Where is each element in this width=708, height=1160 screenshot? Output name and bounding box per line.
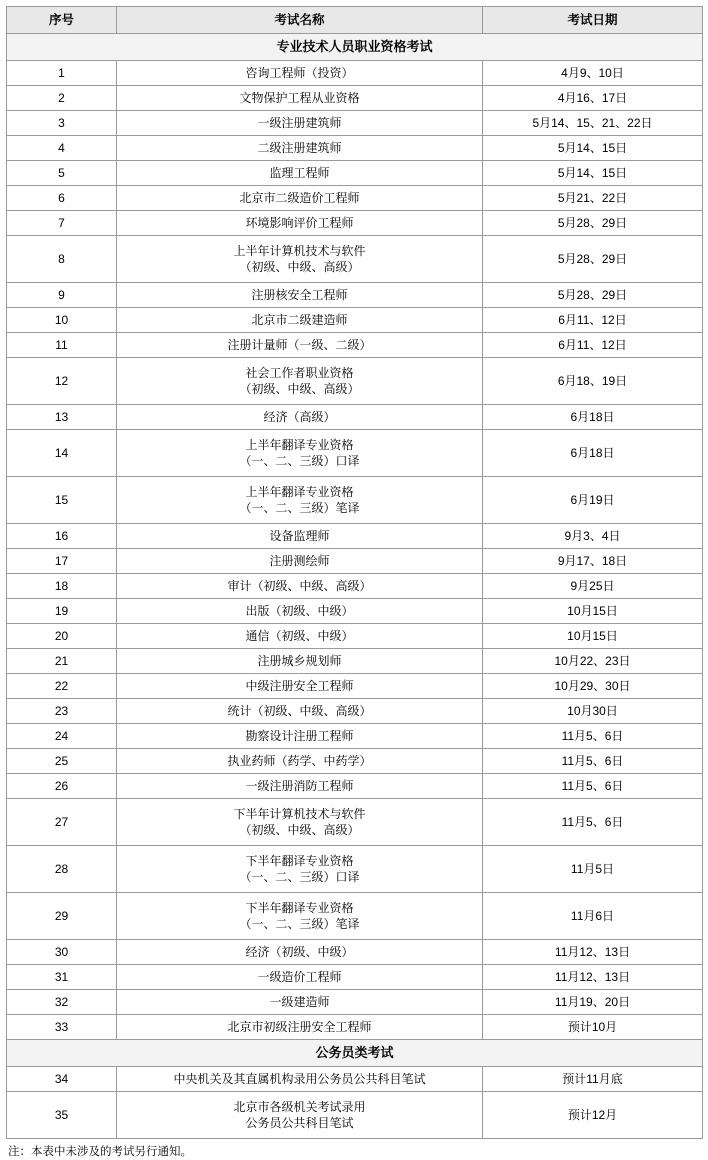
cell-exam-date: 11月5、6日 [483, 799, 703, 846]
section-title: 专业技术人员职业资格考试 [7, 34, 703, 61]
exam-name-line: （一、二、三级）口译 [239, 454, 360, 468]
exam-name-line: 北京市二级造价工程师 [239, 190, 360, 205]
table-row [7, 749, 703, 774]
cell-no: 29 [7, 893, 117, 940]
cell-exam-date: 10月30日 [483, 699, 703, 724]
cell-exam-name [117, 774, 483, 799]
table-row [7, 574, 703, 599]
cell-exam-name [117, 430, 483, 477]
cell-exam-name [117, 211, 483, 236]
exam-name-line: （初级、中级、高级） [239, 260, 360, 274]
table-row [7, 283, 703, 308]
cell-exam-name [117, 333, 483, 358]
cell-exam-date: 预计12月 [483, 1092, 703, 1139]
table-row [7, 136, 703, 161]
cell-no: 8 [7, 236, 117, 283]
cell-exam-date: 5月14、15、21、22日 [483, 111, 703, 136]
cell-exam-name [117, 405, 483, 430]
cell-no: 16 [7, 524, 117, 549]
table-row [7, 405, 703, 430]
table-row [7, 940, 703, 965]
table-row [7, 61, 703, 86]
section-row [7, 34, 703, 61]
cell-exam-date: 9月3、4日 [483, 524, 703, 549]
exam-name-line: 下半年计算机技术与软件 [233, 806, 366, 821]
footnote: 注：本表中未涉及的考试另行通知。 [8, 1146, 192, 1158]
column-header-date: 考试日期 [483, 7, 703, 34]
cell-no: 5 [7, 161, 117, 186]
cell-no: 26 [7, 774, 117, 799]
table-row [7, 358, 703, 405]
cell-no: 17 [7, 549, 117, 574]
table-row [7, 1015, 703, 1040]
cell-exam-name [117, 1015, 483, 1040]
table-row [7, 430, 703, 477]
cell-exam-name [117, 940, 483, 965]
cell-exam-name [117, 699, 483, 724]
exam-name-line: 环境影响评价工程师 [245, 215, 354, 230]
cell-exam-date: 4月16、17日 [483, 86, 703, 111]
cell-exam-date: 10月29、30日 [483, 674, 703, 699]
table-header-row [7, 7, 703, 34]
cell-no: 18 [7, 574, 117, 599]
cell-exam-name [117, 1092, 483, 1139]
cell-exam-date: 6月18日 [483, 405, 703, 430]
cell-no: 2 [7, 86, 117, 111]
cell-exam-date: 11月19、20日 [483, 990, 703, 1015]
table-body [7, 34, 703, 1139]
cell-no: 7 [7, 211, 117, 236]
table-row [7, 799, 703, 846]
column-header-name: 考试名称 [117, 7, 483, 34]
cell-no: 33 [7, 1015, 117, 1040]
exam-name-line: 经济（高级） [263, 409, 336, 424]
cell-no: 11 [7, 333, 117, 358]
table-row [7, 674, 703, 699]
cell-exam-date: 4月9、10日 [483, 61, 703, 86]
table-row [7, 990, 703, 1015]
table-row [7, 774, 703, 799]
section-title: 公务员类考试 [7, 1040, 703, 1067]
cell-exam-name [117, 965, 483, 990]
cell-no: 15 [7, 477, 117, 524]
cell-exam-date: 6月18日 [483, 430, 703, 477]
cell-exam-date: 5月28、29日 [483, 211, 703, 236]
exam-name-line: 设备监理师 [269, 528, 330, 543]
exam-name-line: 社会工作者职业资格 [245, 365, 354, 380]
exam-name-line: 中级注册安全工程师 [245, 678, 354, 693]
cell-exam-date: 预计10月 [483, 1015, 703, 1040]
exam-name-line: （一、二、三级）笔译 [239, 501, 360, 515]
cell-exam-date: 6月19日 [483, 477, 703, 524]
table-row [7, 1092, 703, 1139]
exam-name-line: 注册计量师（一级、二级） [227, 337, 372, 352]
cell-exam-date: 9月25日 [483, 574, 703, 599]
cell-exam-name [117, 990, 483, 1015]
table-row [7, 211, 703, 236]
table-row [7, 333, 703, 358]
table-row [7, 624, 703, 649]
cell-exam-date: 5月28、29日 [483, 236, 703, 283]
table-row [7, 724, 703, 749]
table-row [7, 846, 703, 893]
exam-name-line: 勘察设计注册工程师 [245, 728, 354, 743]
cell-exam-date: 11月5日 [483, 846, 703, 893]
exam-name-line: 一级建造师 [269, 994, 330, 1009]
cell-exam-date: 11月5、6日 [483, 724, 703, 749]
cell-exam-name [117, 136, 483, 161]
table-row [7, 186, 703, 211]
table-row [7, 599, 703, 624]
exam-schedule-table [6, 6, 703, 1139]
cell-no: 24 [7, 724, 117, 749]
section-row [7, 1040, 703, 1067]
cell-exam-date: 5月14、15日 [483, 136, 703, 161]
exam-name-line: 中央机关及其直属机构录用公务员公共科目笔试 [173, 1071, 426, 1086]
cell-exam-name [117, 524, 483, 549]
cell-no: 12 [7, 358, 117, 405]
cell-exam-date: 6月11、12日 [483, 333, 703, 358]
cell-exam-name [117, 86, 483, 111]
exam-name-line: 经济（初级、中级） [245, 944, 354, 959]
exam-name-line: 咨询工程师（投资） [245, 65, 354, 80]
exam-name-line: 二级注册建筑师 [257, 140, 342, 155]
exam-name-line: 审计（初级、中级、高级） [227, 578, 372, 593]
cell-exam-name [117, 724, 483, 749]
table-row [7, 549, 703, 574]
exam-name-line: 北京市各级机关考试录用 [233, 1099, 366, 1114]
exam-name-line: （一、二、三级）笔译 [239, 917, 360, 931]
cell-no: 6 [7, 186, 117, 211]
exam-name-line: 上半年翻译专业资格 [245, 437, 354, 452]
table-row [7, 893, 703, 940]
exam-name-line: 注册测绘师 [269, 553, 330, 568]
cell-no: 35 [7, 1092, 117, 1139]
cell-no: 23 [7, 699, 117, 724]
exam-name-line: （初级、中级、高级） [239, 382, 360, 396]
cell-exam-name [117, 749, 483, 774]
exam-name-line: 一级注册消防工程师 [245, 778, 354, 793]
exam-name-line: 北京市初级注册安全工程师 [227, 1019, 372, 1034]
cell-exam-date: 10月15日 [483, 624, 703, 649]
cell-exam-date: 9月17、18日 [483, 549, 703, 574]
exam-name-line: 上半年计算机技术与软件 [233, 243, 366, 258]
cell-exam-name [117, 283, 483, 308]
column-header-no: 序号 [7, 7, 117, 34]
exam-name-line: 文物保护工程从业资格 [239, 90, 360, 105]
cell-no: 31 [7, 965, 117, 990]
exam-name-line: 执业药师（药学、中药学） [227, 753, 372, 768]
cell-exam-date: 5月21、22日 [483, 186, 703, 211]
table-row [7, 1067, 703, 1092]
cell-exam-name [117, 674, 483, 699]
cell-exam-date: 5月28、29日 [483, 283, 703, 308]
table-header [7, 7, 703, 34]
exam-name-line: 一级造价工程师 [257, 969, 342, 984]
exam-name-line: 注册城乡规划师 [257, 653, 342, 668]
cell-no: 14 [7, 430, 117, 477]
cell-exam-name [117, 111, 483, 136]
cell-exam-name [117, 574, 483, 599]
cell-exam-date: 6月18、19日 [483, 358, 703, 405]
cell-exam-date: 10月22、23日 [483, 649, 703, 674]
cell-no: 30 [7, 940, 117, 965]
cell-exam-name [117, 1067, 483, 1092]
table-row [7, 111, 703, 136]
exam-name-line: 下半年翻译专业资格 [245, 900, 354, 915]
exam-name-line: 下半年翻译专业资格 [245, 853, 354, 868]
cell-no: 28 [7, 846, 117, 893]
cell-no: 4 [7, 136, 117, 161]
exam-name-line: 上半年翻译专业资格 [245, 484, 354, 499]
cell-no: 10 [7, 308, 117, 333]
table-row [7, 308, 703, 333]
cell-exam-date: 5月14、15日 [483, 161, 703, 186]
table-row [7, 161, 703, 186]
exam-name-line: 监理工程师 [269, 165, 330, 180]
exam-name-line: 公务员公共科目笔试 [245, 1116, 354, 1130]
table-row [7, 477, 703, 524]
cell-exam-date: 11月12、13日 [483, 940, 703, 965]
cell-exam-name [117, 308, 483, 333]
exam-name-line: 一级注册建筑师 [257, 115, 342, 130]
table-row [7, 236, 703, 283]
cell-no: 21 [7, 649, 117, 674]
cell-no: 22 [7, 674, 117, 699]
cell-exam-name [117, 61, 483, 86]
exam-name-line: 统计（初级、中级、高级） [227, 703, 372, 718]
table-row [7, 86, 703, 111]
cell-no: 1 [7, 61, 117, 86]
cell-exam-date: 预计11月底 [483, 1067, 703, 1092]
cell-exam-date: 11月6日 [483, 893, 703, 940]
cell-exam-name [117, 161, 483, 186]
cell-no: 3 [7, 111, 117, 136]
cell-no: 32 [7, 990, 117, 1015]
cell-exam-name [117, 549, 483, 574]
cell-no: 25 [7, 749, 117, 774]
cell-exam-date: 6月11、12日 [483, 308, 703, 333]
table-row [7, 965, 703, 990]
exam-name-line: （一、二、三级）口译 [239, 870, 360, 884]
table-row [7, 649, 703, 674]
cell-exam-name [117, 649, 483, 674]
cell-exam-date: 11月5、6日 [483, 774, 703, 799]
exam-name-line: 通信（初级、中级） [245, 628, 354, 643]
cell-exam-name [117, 599, 483, 624]
cell-no: 20 [7, 624, 117, 649]
cell-exam-name [117, 477, 483, 524]
cell-no: 19 [7, 599, 117, 624]
cell-exam-name [117, 893, 483, 940]
exam-name-line: 注册核安全工程师 [251, 287, 348, 302]
exam-name-line: 北京市二级建造师 [251, 312, 348, 327]
cell-no: 34 [7, 1067, 117, 1092]
cell-exam-name [117, 236, 483, 283]
cell-exam-date: 11月5、6日 [483, 749, 703, 774]
table-row [7, 524, 703, 549]
cell-exam-name [117, 358, 483, 405]
cell-exam-name [117, 186, 483, 211]
cell-no: 27 [7, 799, 117, 846]
table-row [7, 699, 703, 724]
cell-no: 9 [7, 283, 117, 308]
cell-exam-name [117, 624, 483, 649]
exam-name-line: 出版（初级、中级） [245, 603, 354, 618]
cell-exam-name [117, 846, 483, 893]
cell-exam-date: 11月12、13日 [483, 965, 703, 990]
exam-name-line: （初级、中级、高级） [239, 823, 360, 837]
cell-exam-name [117, 799, 483, 846]
cell-exam-date: 10月15日 [483, 599, 703, 624]
cell-no: 13 [7, 405, 117, 430]
